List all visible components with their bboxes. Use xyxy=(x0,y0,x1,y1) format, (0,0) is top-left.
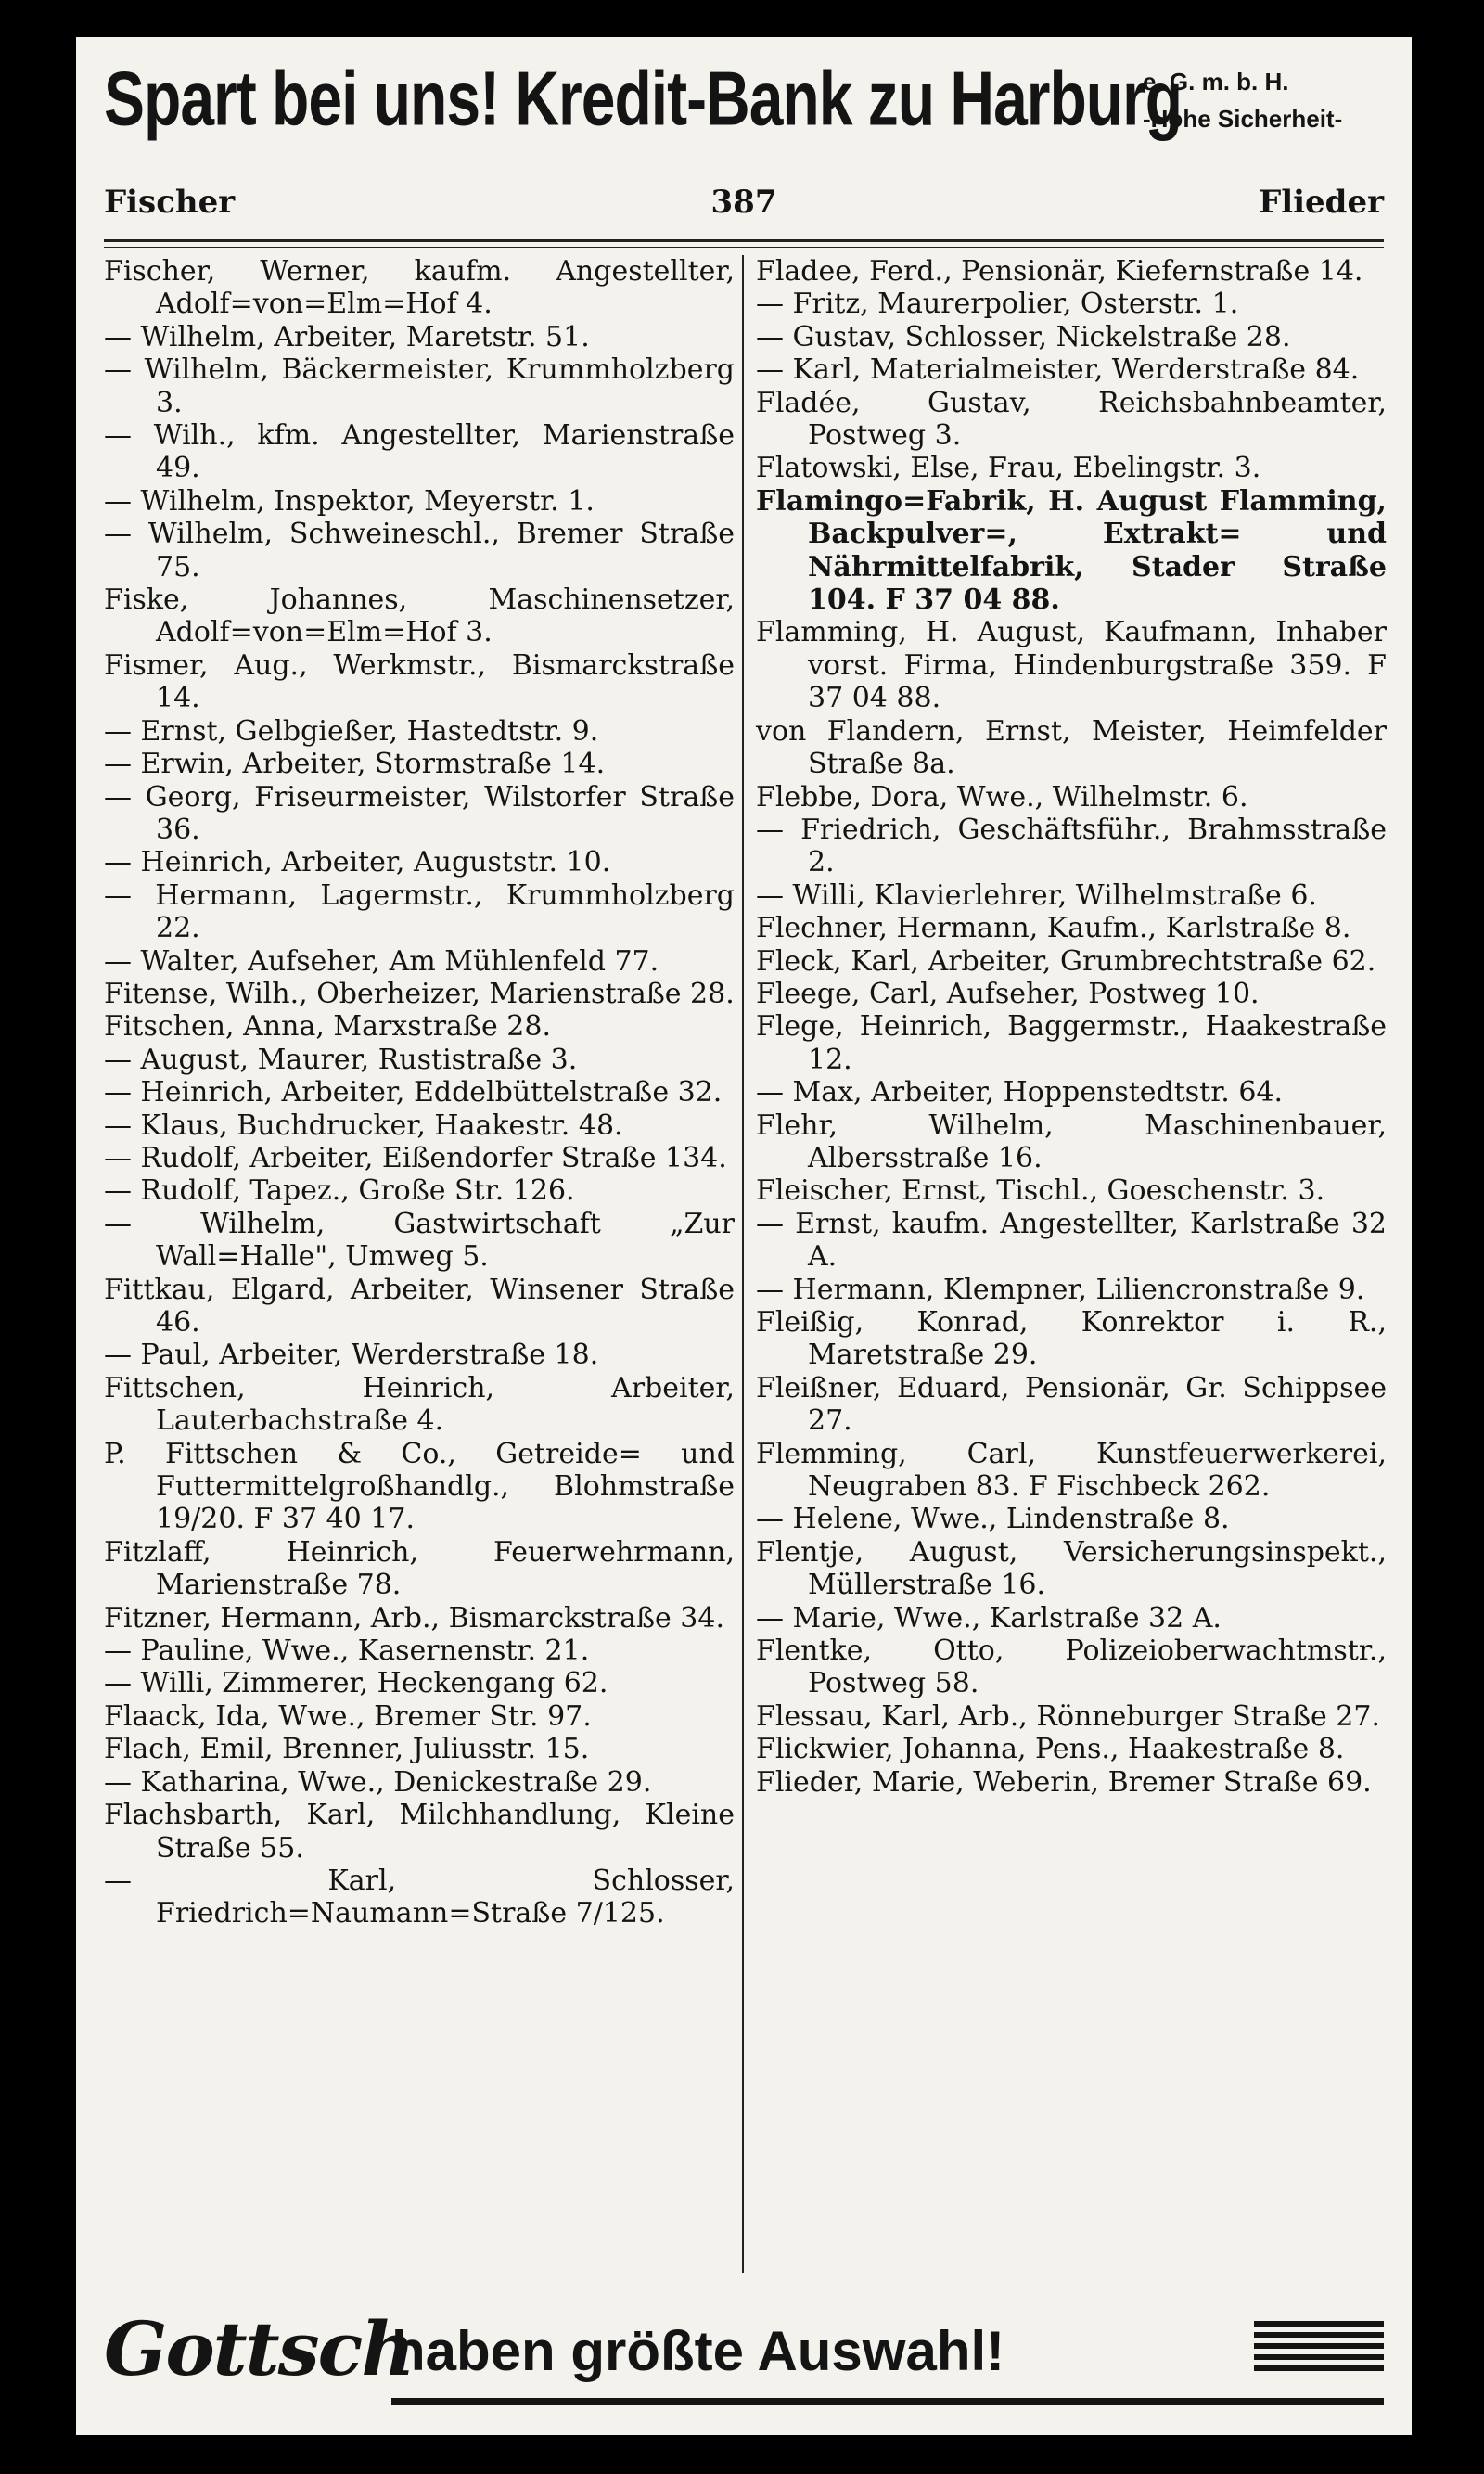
directory-entry: — Wilhelm, Arbeiter, Maretstr. 51. xyxy=(104,320,590,353)
directory-entry: — Walter, Aufseher, Am Mühlenfeld 77. xyxy=(104,944,659,978)
directory-entry: Flach, Emil, Brenner, Juliusstr. 15. xyxy=(104,1733,590,1766)
directory-entry: P. Fittschen & Co., Getreide= und Futtermittelgroßhandlg., Blohmstraße 19/20. F 37 40 17. xyxy=(104,1437,735,1536)
header-last-entry: Flieder xyxy=(1259,184,1384,221)
directory-entry: — Heinrich, Arbeiter, Auguststr. 10. xyxy=(104,846,611,879)
directory-entry: Flehr, Wilhelm, Maschinenbauer, Albersstraße 16. xyxy=(756,1109,1387,1174)
directory-entry: Flemming, Carl, Kunstfeuerwerkerei, Neugraben 83. F Fischbeck 262. xyxy=(756,1437,1387,1504)
directory-entry: Fleißig, Konrad, Konrektor i. R., Maretstraße 29. xyxy=(756,1306,1387,1372)
directory-entry: — Willi, Klavierlehrer, Wilhelmstraße 6. xyxy=(756,878,1317,912)
header-rule-thin xyxy=(104,247,1384,248)
directory-entry: Flechner, Hermann, Kaufm., Karlstraße 8. xyxy=(756,912,1351,945)
directory-entry: — Wilh., kfm. Angestellter, Marienstraße 49. xyxy=(104,419,735,485)
directory-entry: — Karl, Materialmeister, Werderstraße 84. xyxy=(756,353,1360,387)
bank-ad-side xyxy=(1143,63,1342,137)
left-column xyxy=(104,255,735,1930)
directory-entry: — Ernst, Gelbgießer, Hastedtstr. 9. xyxy=(104,714,599,748)
bank-ad-tagline: -Hohe Sicherheit- xyxy=(1143,105,1343,133)
directory-entry: — Marie, Wwe., Karlstraße 32 A. xyxy=(756,1601,1222,1634)
directory-entry: — Pauline, Wwe., Kasernenstr. 21. xyxy=(104,1634,590,1668)
directory-entry: — Karl, Schlosser, Friedrich=Naumann=Straße 7/125. xyxy=(104,1864,735,1930)
directory-entry: Flatowski, Else, Frau, Ebelingstr. 3. xyxy=(756,452,1261,485)
directory-entry: Flamingo=Fabrik, H. August Flamming, Backpulver=, Extrakt= und Nährmittelfabrik, Stader Straße 104. F 37 04 88. xyxy=(756,484,1387,617)
top-advertisement xyxy=(104,54,1384,156)
directory-entry: — August, Maurer, Rustistraße 3. xyxy=(104,1043,578,1076)
directory-entry: Flebbe, Dora, Wwe., Wilhelmstr. 6. xyxy=(756,780,1248,814)
directory-entry: Fleck, Karl, Arbeiter, Grumbrechtstraße 62. xyxy=(756,944,1376,978)
directory-entry: — Hermann, Klempner, Liliencronstraße 9. xyxy=(756,1273,1365,1306)
directory-entry: Fitense, Wilh., Oberheizer, Marienstraße 28. xyxy=(104,977,735,1010)
directory-entry: — Hermann, Lagermstr., Krummholzberg 22. xyxy=(104,878,735,945)
directory-entry: Fladée, Gustav, Reichsbahnbeamter, Postweg 3. xyxy=(756,386,1387,453)
directory-entry: — Rudolf, Tapez., Große Str. 126. xyxy=(104,1174,575,1208)
slogan-underline xyxy=(391,2398,1384,2405)
directory-entry: Fittschen, Heinrich, Arbeiter, Lauterbachstraße 4. xyxy=(104,1371,735,1438)
directory-entry: Fismer, Aug., Werkmstr., Bismarckstraße 14. xyxy=(104,648,735,715)
page-header xyxy=(104,184,1384,230)
directory-entry: Fitschen, Anna, Marxstraße 28. xyxy=(104,1010,551,1044)
directory-entry: — Willi, Zimmerer, Heckengang 62. xyxy=(104,1667,608,1700)
directory-entry: Fleißner, Eduard, Pensionär, Gr. Schippsee 27. xyxy=(756,1371,1387,1438)
directory-entry: — Wilhelm, Gastwirtschaft „Zur Wall=Halle", Umweg 5. xyxy=(104,1207,735,1274)
directory-entry: Flachsbarth, Karl, Milchhandlung, Kleine Straße 55. xyxy=(104,1799,735,1865)
directory-entry: — Wilhelm, Inspektor, Meyerstr. 1. xyxy=(104,484,595,518)
header-rule xyxy=(104,239,1384,242)
gottsch-logo: Gottsch xyxy=(104,2305,414,2392)
directory-entry: — Wilhelm, Bäckermeister, Krummholzberg 3. xyxy=(104,353,735,419)
column-divider xyxy=(742,255,744,2273)
header-first-entry: Fischer xyxy=(104,184,236,221)
directory-entry: Fitzlaff, Heinrich, Feuerwehrmann, Marienstraße 78. xyxy=(104,1535,735,1602)
directory-entry: Flentke, Otto, Polizeioberwachtmstr., Postweg 58. xyxy=(756,1634,1387,1700)
directory-entry: Flentje, August, Versicherungsinspekt., Müllerstraße 16. xyxy=(756,1535,1387,1602)
directory-entry: Fitzner, Hermann, Arb., Bismarckstraße 34. xyxy=(104,1601,724,1634)
decorative-stripes xyxy=(1254,2321,1384,2386)
directory-entry: von Flandern, Ernst, Meister, Heimfelder Straße 8a. xyxy=(756,714,1387,781)
bank-ad-headline: Spart bei uns! Kredit-Bank zu Harburg xyxy=(104,55,1183,141)
directory-entry: Fischer, Werner, kaufm. Angestellter, Adolf=von=Elm=Hof 4. xyxy=(104,255,735,321)
directory-entry: — Erwin, Arbeiter, Stormstraße 14. xyxy=(104,748,606,781)
bottom-advertisement xyxy=(104,2301,1384,2412)
directory-entry: Fleege, Carl, Aufseher, Postweg 10. xyxy=(756,977,1260,1010)
directory-entry: — Ernst, kaufm. Angestellter, Karlstraße 32 A. xyxy=(756,1207,1387,1274)
right-column xyxy=(756,255,1387,1799)
directory-entry: Fleischer, Ernst, Tischl., Goeschenstr. 3. xyxy=(756,1174,1325,1208)
directory-page xyxy=(76,37,1412,2435)
directory-entry: — Paul, Arbeiter, Werderstraße 18. xyxy=(104,1339,599,1372)
directory-entry: — Friedrich, Geschäftsführ., Brahmsstraße 2. xyxy=(756,813,1387,879)
gottsch-slogan: haben größte Auswahl! xyxy=(391,2320,1005,2382)
directory-entry: Flieder, Marie, Weberin, Bremer Straße 69. xyxy=(756,1765,1372,1799)
directory-entry: — Rudolf, Arbeiter, Eißendorfer Straße 134. xyxy=(104,1141,727,1174)
directory-entry: Flaack, Ida, Wwe., Bremer Str. 97. xyxy=(104,1699,592,1733)
directory-entry: — Helene, Wwe., Lindenstraße 8. xyxy=(756,1503,1230,1536)
page-number: 387 xyxy=(710,184,777,221)
directory-entry: Fiske, Johannes, Maschinensetzer, Adolf=von=Elm=Hof 3. xyxy=(104,583,735,649)
directory-entry: — Katharina, Wwe., Denickestraße 29. xyxy=(104,1765,652,1799)
directory-entry: — Heinrich, Arbeiter, Eddelbüttelstraße 32. xyxy=(104,1076,723,1109)
directory-entry: — Klaus, Buchdrucker, Haakestr. 48. xyxy=(104,1109,623,1142)
directory-entry: — Gustav, Schlosser, Nickelstraße 28. xyxy=(756,320,1291,353)
directory-entry: Flege, Heinrich, Baggermstr., Haakestraße 12. xyxy=(756,1010,1387,1076)
directory-entry: Flickwier, Johanna, Pens., Haakestraße 8. xyxy=(756,1733,1345,1766)
bank-ad-legal-form: e. G. m. b. H. xyxy=(1143,68,1289,96)
directory-entry: — Max, Arbeiter, Hoppenstedtstr. 64. xyxy=(756,1076,1284,1109)
directory-entry: — Georg, Friseurmeister, Wilstorfer Straße 36. xyxy=(104,780,735,846)
directory-entry: — Fritz, Maurerpolier, Osterstr. 1. xyxy=(756,288,1239,321)
directory-entry: Flessau, Karl, Arb., Rönneburger Straße 27. xyxy=(756,1699,1380,1733)
directory-entry: Flamming, H. August, Kaufmann, Inhaber vorst. Firma, Hindenburgstraße 359. F 37 04 88. xyxy=(756,616,1387,715)
directory-entry: Fladee, Ferd., Pensionär, Kiefernstraße 14. xyxy=(756,255,1363,288)
directory-entry: Fittkau, Elgard, Arbeiter, Winsener Straße 46. xyxy=(104,1273,735,1339)
directory-entry: — Wilhelm, Schweineschl., Bremer Straße 75. xyxy=(104,518,735,583)
